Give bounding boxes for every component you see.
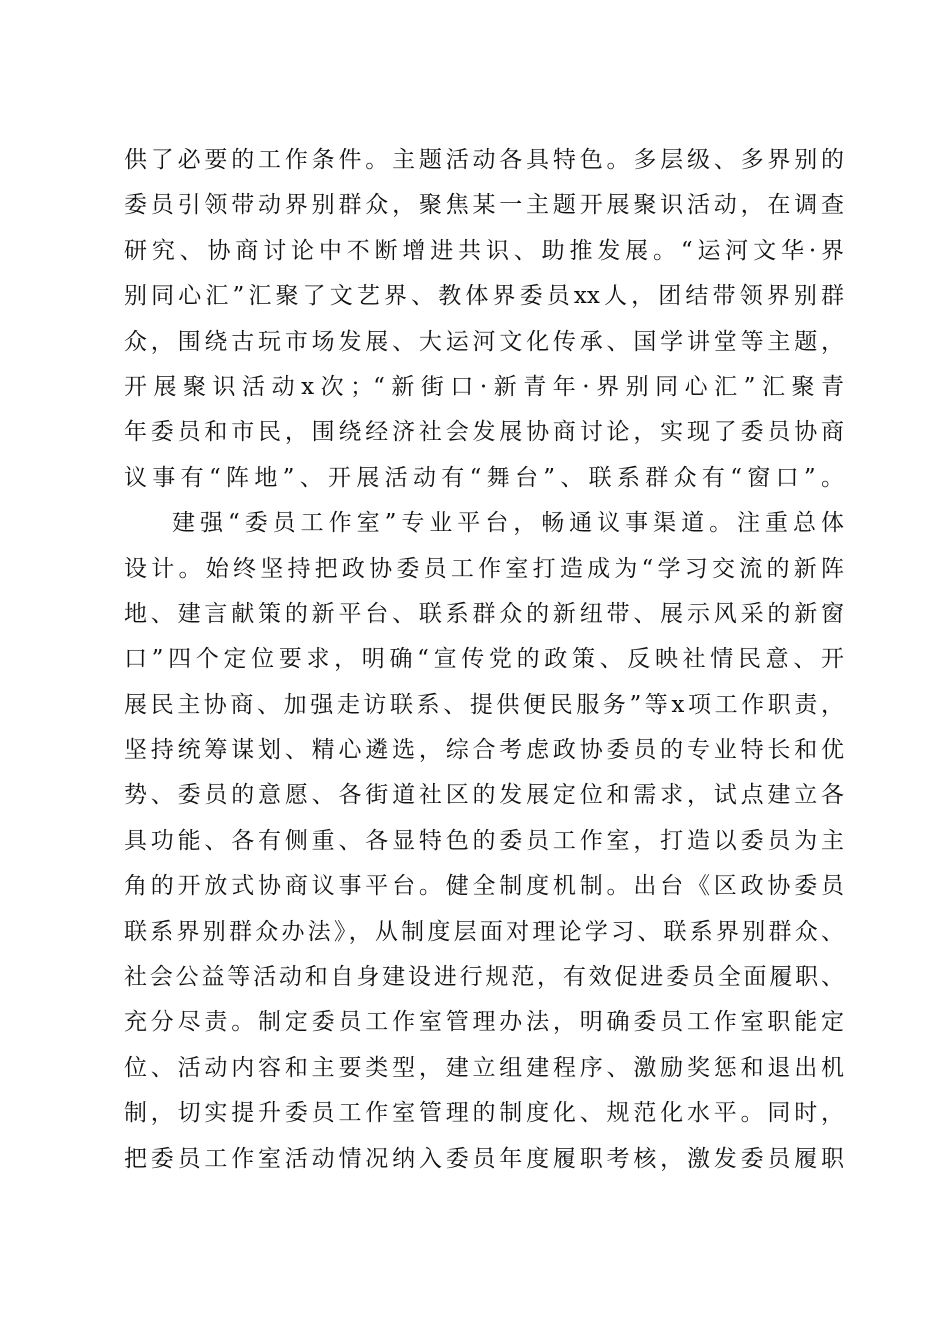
text-line: 制，切实提升委员工作室管理的制度化、规范化水平。同时，	[124, 1100, 844, 1127]
text-line: 别同心汇”汇聚了文艺界、教体界委员xx人，团结带领界别群	[124, 283, 844, 310]
text-line: 建强“委员工作室”专业平台，畅通议事渠道。注重总体	[172, 510, 844, 537]
text-line: 充分尽责。制定委员工作室管理办法，明确委员工作室职能定	[124, 1009, 844, 1036]
text-line: 委员引领带动界别群众，聚焦某一主题开展聚识活动，在调查	[124, 192, 844, 219]
body-text	[124, 138, 844, 1182]
text-line: 位、活动内容和主要类型，建立组建程序、激励奖惩和退出机	[124, 1054, 844, 1081]
text-line: 年委员和市民，围绕经济社会发展协商讨论，实现了委员协商	[124, 419, 844, 446]
text-line: 研究、协商讨论中不断增进共识、助推发展。“运河文华·界	[124, 237, 844, 264]
text-line: 社会公益等活动和自身建设进行规范，有效促进委员全面履职、	[124, 964, 844, 991]
text-line: 展民主协商、加强走访联系、提供便民服务”等x项工作职责，	[124, 691, 844, 718]
text-line: 口”四个定位要求，明确“宣传党的政策、反映社情民意、开	[124, 646, 844, 673]
text-line: 角的开放式协商议事平台。健全制度机制。出台《区政协委员	[124, 873, 844, 900]
text-line: 议事有“阵地”、开展活动有“舞台”、联系群众有“窗口”。	[124, 464, 844, 491]
text-line: 供了必要的工作条件。主题活动各具特色。多层级、多界别的	[124, 147, 844, 173]
text-line: 坚持统筹谋划、精心遴选，综合考虑政协委员的专业特长和优	[124, 737, 844, 764]
text-line: 把委员工作室活动情况纳入委员年度履职考核，激发委员履职	[124, 1145, 844, 1172]
text-line: 具功能、各有侧重、各显特色的委员工作室，打造以委员为主	[124, 827, 844, 854]
text-line: 众，围绕古玩市场发展、大运河文化传承、国学讲堂等主题，	[124, 328, 844, 355]
text-line: 开展聚识活动x次；“新街口·新青年·界别同心汇”汇聚青	[124, 373, 844, 400]
text-line: 势、委员的意愿、各街道社区的发展定位和需求，试点建立各	[124, 782, 844, 809]
text-line: 联系界别群众办法》，从制度层面对理论学习、联系界别群众、	[124, 918, 844, 945]
text-line: 地、建言献策的新平台、联系群众的新纽带、展示风采的新窗	[124, 600, 844, 627]
text-line: 设计。始终坚持把政协委员工作室打造成为“学习交流的新阵	[124, 555, 844, 582]
